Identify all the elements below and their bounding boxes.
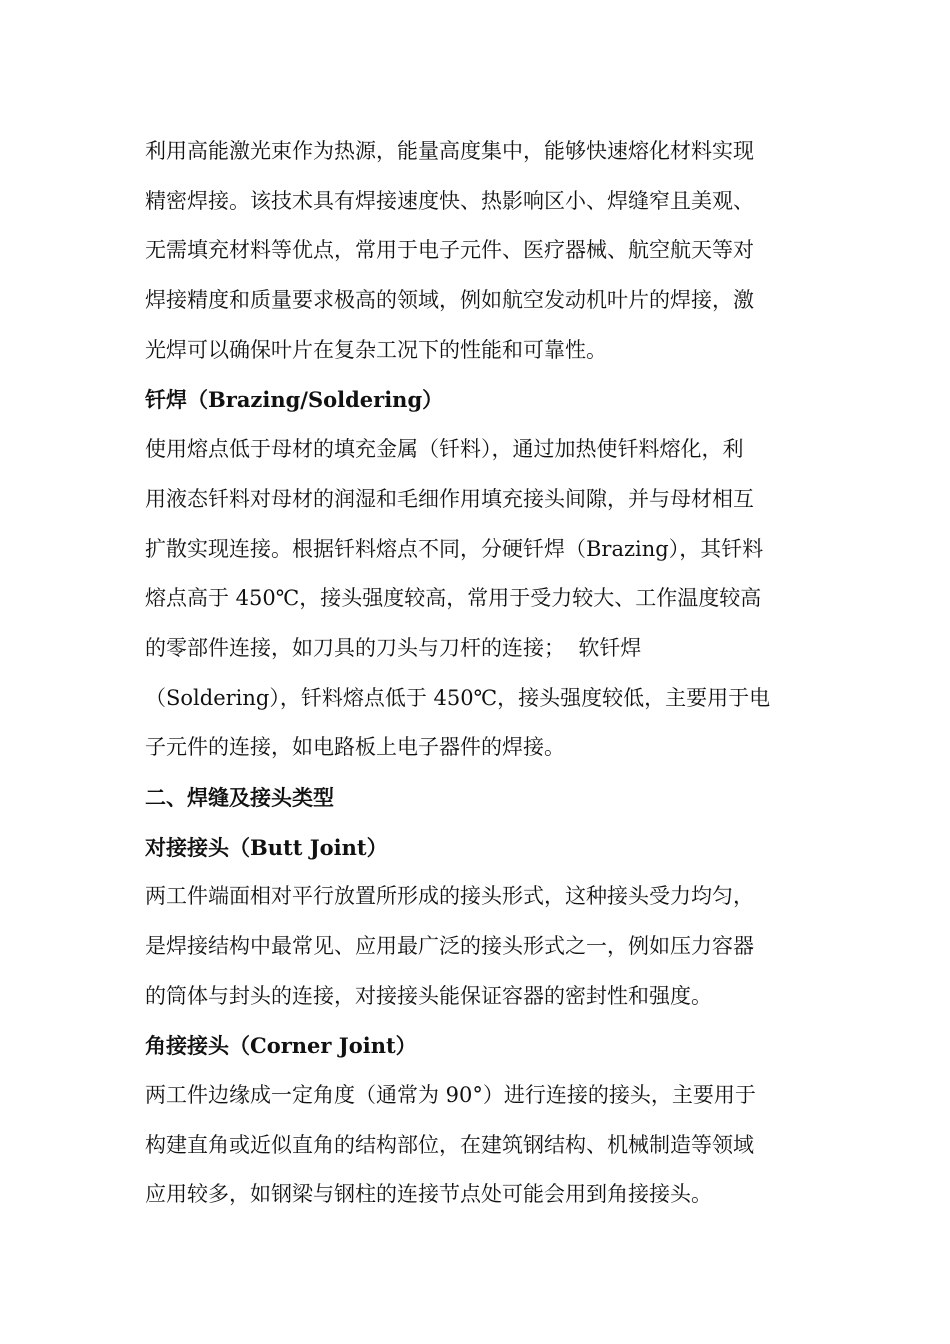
brazing-paragraph — [145, 425, 810, 773]
paragraph-line: 的零部件连接，如刀具的刀头与刀杆的连接； 软钎焊 — [145, 635, 642, 660]
paragraph-line: 应用较多，如钢梁与钢柱的连接节点处可能会用到角接接头。 — [145, 1182, 712, 1207]
paragraph-line: 用液态钎料对母材的润湿和毛细作用填充接头间隙，并与母材相互 — [145, 486, 754, 511]
paragraph-line: 两工件边缘成一定角度（通常为 90°）进行连接的接头，主要用于 — [145, 1083, 756, 1108]
paragraph-line: 使用熔点低于母材的填充金属（钎料），通过加热使钎料熔化，利 — [145, 437, 744, 462]
paragraph-line: 焊接精度和质量要求极高的领域，例如航空发动机叶片的焊接，激 — [145, 288, 754, 313]
paragraph-line: 构建直角或近似直角的结构部位，在建筑钢结构、机械制造等领域 — [145, 1132, 754, 1157]
corner-joint-paragraph — [145, 1071, 810, 1220]
paragraph-line: 光焊可以确保叶片在复杂工况下的性能和可靠性。 — [145, 337, 607, 362]
butt-joint-heading: 对接接头（Butt Joint） — [145, 834, 388, 860]
document-body — [145, 127, 810, 1220]
paragraph-line: 两工件端面相对平行放置所形成的接头形式，这种接头受力均匀， — [145, 884, 754, 909]
section-heading: 二、焊缝及接头类型 — [145, 784, 334, 810]
paragraph-line: 精密焊接。该技术具有焊接速度快、热影响区小、焊缝窄且美观、 — [145, 188, 754, 213]
butt-joint-paragraph — [145, 872, 810, 1021]
corner-joint-heading: 角接接头（Corner Joint） — [145, 1033, 417, 1059]
paragraph-line: 的筒体与封头的连接，对接接头能保证容器的密封性和强度。 — [145, 983, 712, 1008]
paragraph-line: （Soldering），钎料熔点低于 450℃，接头强度较低，主要用于电 — [145, 685, 771, 710]
paragraph-line: 利用高能激光束作为热源，能量高度集中，能够快速熔化材料实现 — [145, 139, 754, 163]
paragraph-line: 子元件的连接，如电路板上电子器件的焊接。 — [145, 735, 565, 760]
paragraph-line: 熔点高于 450℃，接头强度较高，常用于受力较大、工作温度较高 — [145, 586, 762, 611]
paragraph-line: 扩散实现连接。根据钎料熔点不同，分硬钎焊（Brazing），其钎料 — [145, 536, 764, 561]
laser-welding-paragraph — [145, 127, 810, 375]
paragraph-line: 无需填充材料等优点，常用于电子元件、医疗器械、航空航天等对 — [145, 238, 754, 263]
paragraph-line: 是焊接结构中最常见、应用最广泛的接头形式之一，例如压力容器 — [145, 934, 754, 958]
brazing-heading: 钎焊（Brazing/Soldering） — [145, 387, 444, 413]
